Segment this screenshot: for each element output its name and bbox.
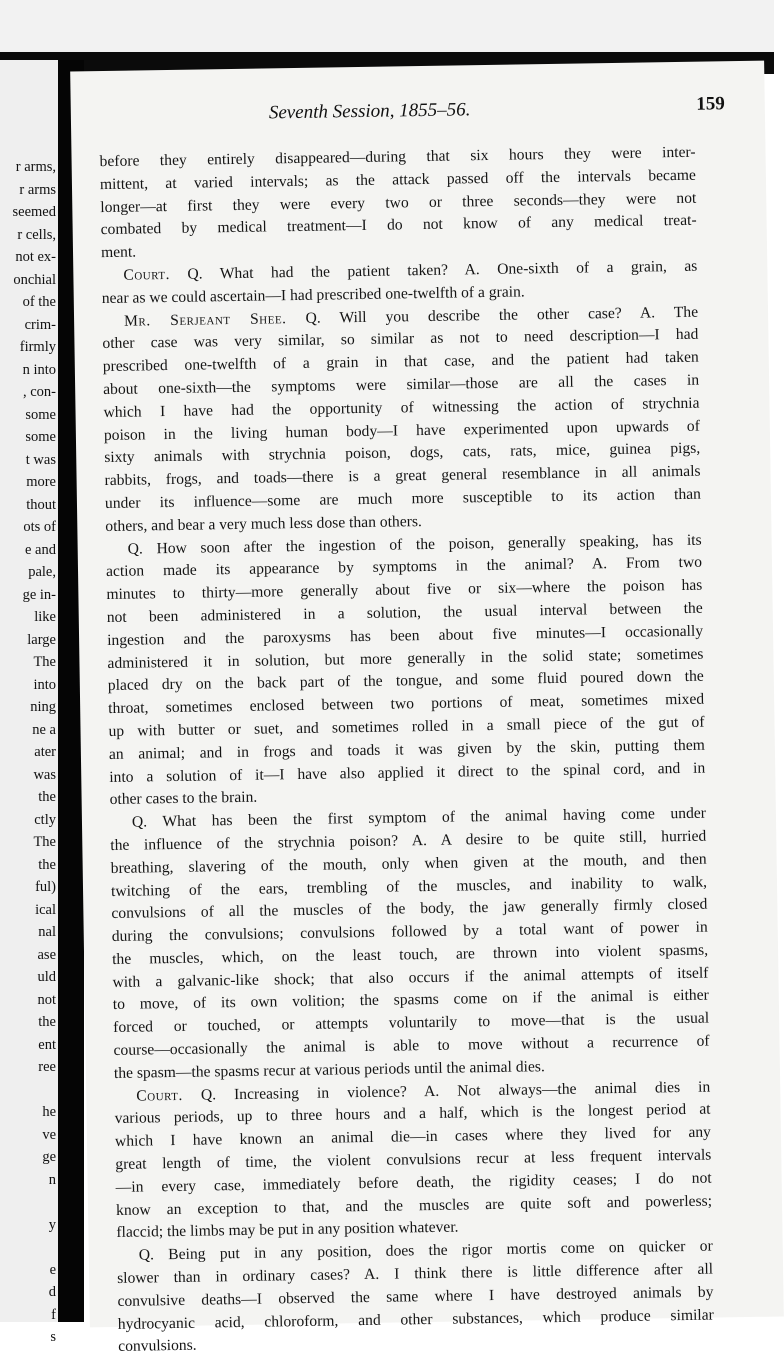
line-text: hydrocyanic acid, chloroform, and other substances, which produce similar [117,1306,714,1333]
running-head: Seventh Session, 1855–56. [268,99,471,124]
left-page-fragment: nal [38,924,56,940]
left-page-fragment: t was [25,451,56,468]
line-text: administered it in solution, but more generally in the solid state; sometimes [107,645,704,672]
line-text: breathing, slavering of the mouth, only when given at the mouth, and then [110,850,707,877]
line-text: twitching of the ears, trembling of the muscles, and inability to walk, [110,873,708,900]
left-page-fragment: the [38,856,56,873]
line-text: convulsions. [118,1337,197,1356]
left-page-fragment: more [26,474,56,490]
left-page-fragment: some [25,429,56,445]
line-text: placed dry on the back part of the tongue, and some fluid poured down the [107,667,704,695]
line-text: to move, of its own volition; the spasms come on if the animal is either [112,987,709,1014]
left-page-fragment: pale, [28,564,56,580]
page-number: 159 [696,93,725,115]
line-text: Q. What had the patient taken? A. One-sixth of a grain, as [187,257,698,283]
left-page-fragment: he [42,1104,56,1120]
left-page-fragment: into [33,676,56,693]
left-page-fragment: The [33,834,56,850]
line-text: rabbits, frogs, and toads—there is a great general resemblance in all animals [104,462,701,490]
line-text: throat, sometimes enclosed between two portions of meat, sometimes mixed [108,690,705,718]
left-page-fragment: r cells, [17,226,56,243]
left-page-fragment: The [33,654,56,670]
left-page-fragment: ree [38,1059,56,1075]
line-text: forced or touched, or attempts voluntarily to move—that is the usual [113,1009,710,1037]
left-page-fragment: ning [30,699,56,715]
speaker-label: Court. [136,1086,183,1105]
page-header [71,95,765,130]
left-facing-page [0,60,58,1345]
line-text: not been administered in a solution, the usual interval between the [106,599,703,626]
line-text: others, and bear a very much less dose than others. [105,512,422,535]
line-text: Q. Being put in any position, does the rigor mortis come on quicker or [138,1237,713,1264]
left-page-fragment: the [38,1014,56,1030]
line-text: sixty animals with strychnia poison, dogs, cats, rats, mice, guinea pigs, [104,440,701,467]
document-page [70,61,784,1356]
line-text: ingestion and the paroxysms has been about five minutes—I occasionally [106,622,704,649]
left-page-fragment: ful) [35,879,56,895]
left-page-fragment: ent [38,1036,56,1053]
line-text: about one-sixth—the symptoms were similar—those are all the cases in [103,371,700,399]
line-text: great length of time, the violent convulsions recur at less frequent intervals [115,1146,712,1174]
left-page-fragment: crim- [24,316,56,333]
line-text: the spasm—the spasms recur at various periods until the animal dies. [113,1058,545,1082]
line-text: Q. How soon after the ingestion of the poison, generally speaking, has its [127,531,702,558]
line-text: mittent, at varied intervals; as the attack passed off the intervals became [99,166,697,193]
line-text: the influence of the strychnia poison? A. A desire to be quite still, hurried [110,827,707,854]
line-text: other case was very similar, so similar as not to need description—I had [102,326,699,353]
line-text: Q. Increasing in violence? A. Not always—the animal dies in [200,1078,711,1104]
line-text: longer—at first they were every two or three seconds—they were not [100,189,697,216]
line-text: under its influence—some are much more susceptible to its action than [104,485,702,512]
line-text: action made its appearance by symptoms in the animal? A. From two [105,554,703,581]
left-page-fragment: like [34,609,56,625]
left-page-fragment: ase [37,946,56,963]
speaker-label: Mr. Serjeant Shee. [123,309,287,330]
left-page-fragment: seemed [12,204,56,220]
left-page-fragment: f [51,1306,56,1323]
left-page-fragment: r arms [19,181,56,198]
line-text: ment. [100,243,137,262]
line-text: convulsions of all the muscles of the body, the jaw generally firmly closed [111,895,708,923]
left-page-fragment: e and [25,541,56,558]
left-page-fragment: of the [22,294,56,310]
line-text: other cases to the brain. [109,788,258,809]
line-text: during the convulsions; convulsions followed by a total want of power in [111,918,708,946]
line-text: up with butter or suet, and sometimes rolled in a small piece of the gut of [108,713,705,740]
line-text: into a solution of it—I have also applied it direct to the spinal cord, and in [109,759,706,786]
left-page-fragment: thout [26,496,56,513]
line-text: which I have had the opportunity of witnessing the action of strychnia [103,394,700,421]
line-text: with a galvanic-like shock; that also occurs if the animal attempts of itself [112,964,709,991]
left-page-fragment: large [27,631,56,648]
line-text: poison in the living human body—I have experimented upon upwards of [103,417,700,444]
left-page-fragment: not ex- [15,249,56,265]
left-page-fragment: not [37,991,56,1008]
left-page-fragment: some [25,406,56,423]
left-page-fragment: r arms, [15,159,56,175]
left-page-fragment: ne a [32,721,56,738]
left-page-fragment: ge in- [22,586,56,603]
page-body [99,142,714,1359]
line-text: prescribed one-twelfth of a grain in that case, and the patient had taken [102,348,699,376]
left-page-fragment: ve [42,1126,56,1143]
left-page-fragment: ge [42,1149,56,1165]
left-page-fragment: y [48,1216,56,1233]
speaker-label: Court. [123,265,171,284]
left-page-fragment: n into [22,361,56,378]
left-page-fragment: uld [37,969,56,985]
line-text: various periods, up to three hours and a half, which is the longest period at [114,1101,711,1128]
left-page-fragment: firmly [19,339,56,355]
left-page-fragment: , con- [22,384,56,400]
left-page-fragment: ots of [23,519,56,535]
line-text: flaccid; the limbs may be put in any position whatever. [116,1219,459,1242]
line-text: convulsive deaths—I observed the same where I have destroyed animals by [117,1283,714,1310]
line-text: Q. What has been the first symptom of the animal having come under [131,804,707,831]
left-page-fragment: ical [35,901,56,918]
left-page-fragment: ater [34,744,56,760]
left-page-fragment: n [48,1171,56,1188]
line-text: combated by medical treatment—I do not know of any medical treat- [100,212,697,239]
line-text: the muscles, which, on the least touch, are thrown into violent spasms, [111,941,709,968]
line-text: which I have known an animal die—in cases where they lived for any [114,1123,712,1151]
line-text: before they entirely disappeared—during that six hours they were inter- [99,143,696,171]
line-text: know an exception to that, and the muscles are quite soft and powerless; [115,1192,713,1219]
left-page-fragment: e [49,1261,56,1278]
left-page-fragment: the [38,789,56,805]
left-page-fragment: d [48,1284,56,1300]
line-text: Q. Will you describe the other case? A. The [305,303,699,327]
line-text: minutes to thirty—more generally about five or six—where the poison has [106,576,703,604]
left-page-fragment: was [33,766,56,783]
line-text: course—occasionally the animal is able to move without a recurrence of [113,1032,710,1060]
left-page-fragment: s [50,1329,56,1345]
left-page-fragment: onchial [13,271,56,288]
line-text: an animal; and in frogs and toads it was given by the skin, putting them [108,736,705,763]
left-page-fragment: ctly [34,811,56,828]
line-text: slower than in ordinary cases? A. I think there is little difference after all [117,1260,714,1287]
line-text: near as we could ascertain—I had prescribed one-twelfth of a grain. [101,283,525,307]
line-text: —in every case, immediately before death, the rigidity ceases; I do not [115,1169,712,1196]
